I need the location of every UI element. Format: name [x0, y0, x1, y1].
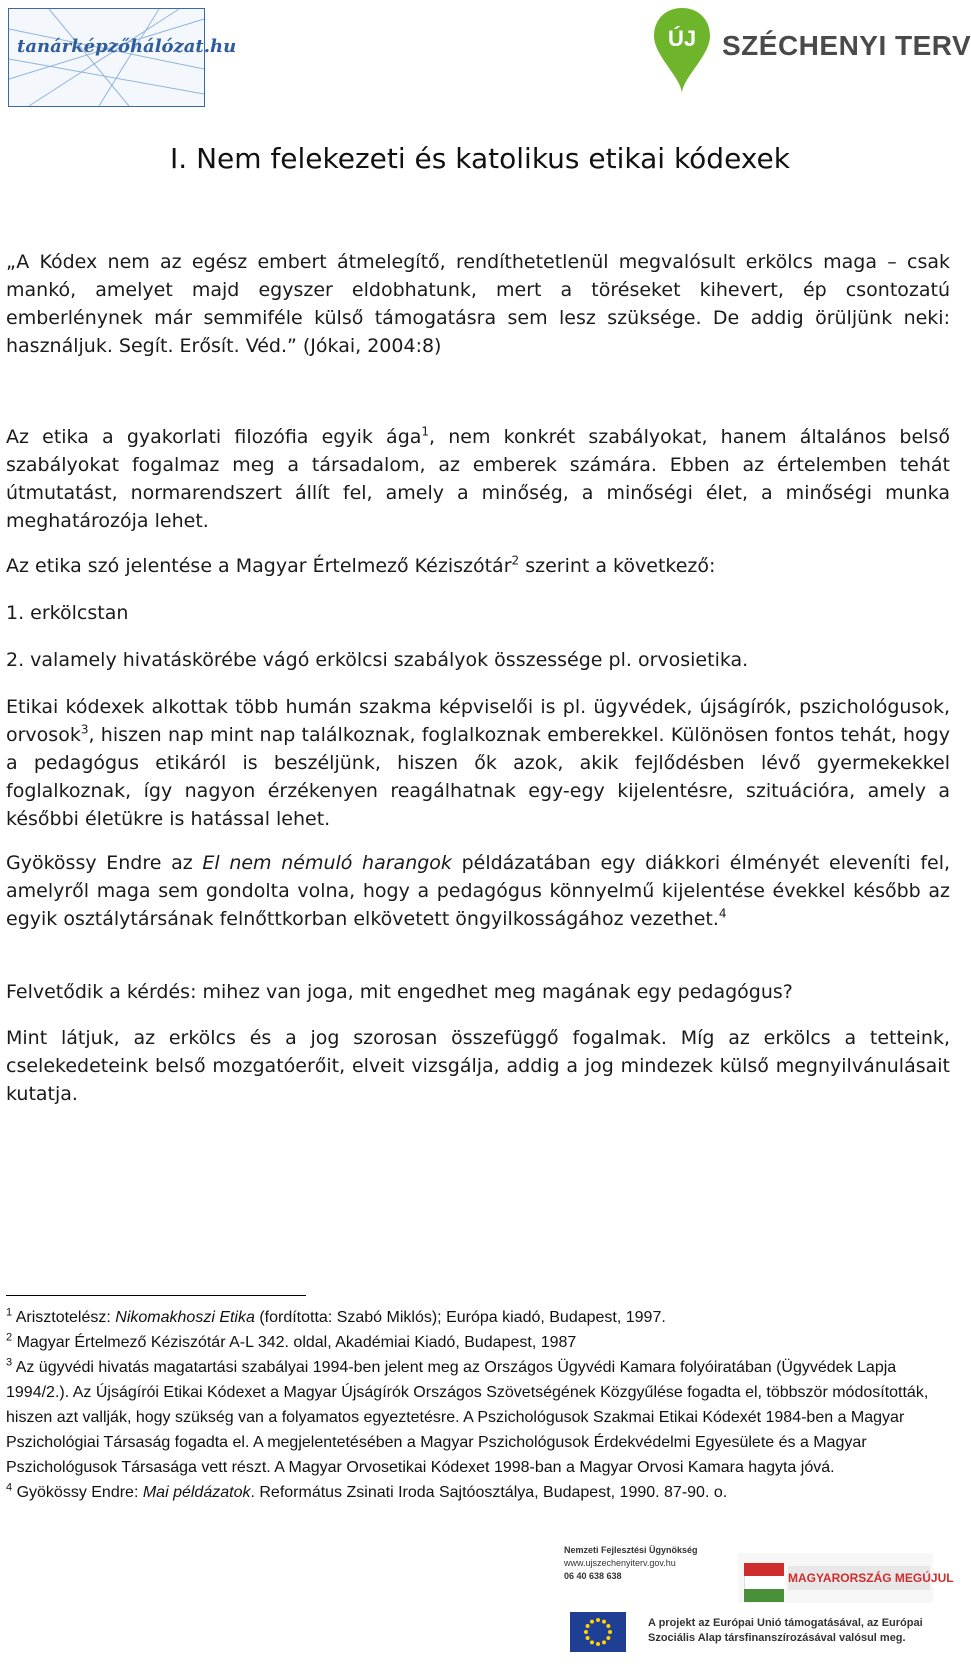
agency-phone: 06 40 638 638	[564, 1571, 622, 1581]
szechenyi-terv-logo	[650, 6, 971, 102]
agency-name: Nemzeti Fejlesztési Ügynökség	[564, 1545, 698, 1555]
footnote-book-title: Nikomakhoszi Etika	[115, 1309, 255, 1326]
footnote-1	[6, 1305, 950, 1330]
footnote-text: Arisztotelész:	[12, 1309, 116, 1326]
pin-label: ÚJ	[667, 26, 697, 51]
agency-logo	[564, 1545, 712, 1609]
paragraph-kodexek	[6, 693, 950, 833]
flag-green-stripe	[744, 1589, 784, 1602]
right-logo-text: SZÉCHENYI TERV	[722, 30, 971, 61]
footnote-3	[6, 1355, 950, 1480]
paragraph-question: Felvetődik a kérdés: mihez van joga, mit engedhet meg magának egy pedagógus?	[6, 981, 793, 1003]
badge-text: MAGYARORSZÁG MEGÚJUL	[788, 1566, 930, 1590]
left-logo-text: tanárképzőhálózat.hu	[17, 36, 237, 57]
footnote-4	[6, 1480, 950, 1505]
footnotes	[6, 1305, 950, 1505]
footnote-text: Magyar Értelmező Kéziszótár A-L 342. oldal, Akadémiai Kiadó, Budapest, 1987	[12, 1334, 577, 1351]
flag-red-stripe	[744, 1563, 784, 1576]
footnote-number: 3	[6, 1356, 13, 1369]
logo-grid-lines-icon	[9, 9, 237, 106]
footnote-ref-2: 2	[511, 553, 520, 568]
p3-text-b: , hiszen nap mint nap találkoznak, foglalkoznak emberekkel. Különösen fontos tehát, hogy a pedagógus etikáról is beszéljünk, hiszen ők azok, akik fejlődésben lévő gyermekekkel foglalkoznak, így nagyon érzékenyen reagálhatnak egy-egy kijelentésre, szituációra, amely a későbbi életükre is hatással lehet.	[6, 724, 950, 830]
p2-text-a: Az etika szó jelentése a Magyar Értelmező Kéziszótár	[6, 555, 512, 577]
opening-quote	[6, 248, 950, 360]
eu-funding-text: A projekt az Európai Unió támogatásával, az Európai Szociális Alap társfinanszírozásával valósul meg.	[648, 1617, 923, 1644]
footnote-ref-1: 1	[421, 424, 430, 439]
footnote-text: . Református Zsinati Iroda Sajtóosztálya, Budapest, 1990. 87-90. o.	[250, 1484, 728, 1501]
paragraph-erkolcs-jog: Mint látjuk, az erkölcs és a jog szorosan összefüggő fogalmak. Míg az erkölcs a tetteink, cselekedeteink belső mozgatóerőit, elveit vizsgálja, addig a jog mindezek külső megnyilvánulásait kutatja.	[6, 1027, 950, 1105]
footnote-text: Az ügyvédi hivatás magatartási szabályai 1994-ben jelent meg az Országos Ügyvédi Kamara folyóiratában (Ügyvédek Lapja 1994/2.). Az Újságírói Etikai Kódexet a Magyar Újságírók Országos Szövetségének Közgyűlése fogadta el, többször módosították, hiszen azt vallják, hogy szükség van a folyamatos egyeztetésre. A Pszichológusok Szakmai Etikai Kódexét 1984-ben a Magyar Pszichológiai Társaság fogadta el. A megjelentetésében a Magyar Pszichológusok Érdekvédelmi Egyesülete és a Magyar Pszichológusok Társasága vett részt. A Magyar Orvosetikai Kódexet 1998-ban a Magyar Orvosi Kamara hagyta jóvá.	[6, 1359, 929, 1476]
paragraph-gyokossy	[6, 849, 950, 933]
footnote-ref-3: 3	[80, 722, 89, 737]
p4-text-a: Gyökössy Endre az	[6, 852, 203, 874]
p2-text-b: szerint a következő:	[519, 555, 716, 577]
agency-url: www.ujszechenyiterv.gov.hu	[564, 1558, 676, 1568]
p4-text-b: példázatában egy diákkori élményét eleveníti fel, amelyről maga sem gondolta volna, hogy a pedagógus könnyelmű kijelentése évekkel később az egyik osztálytársának felnőttkorban elkövetett öngyilkosságához vezethet.	[6, 852, 951, 930]
list-item: 1. erkölcstan	[6, 602, 129, 624]
footnote-text: Gyökössy Endre:	[12, 1484, 143, 1501]
eu-flag-icon	[570, 1612, 626, 1652]
page-title: I. Nem felekezeti és katolikus etikai kódexek	[170, 142, 790, 175]
footnote-book-title: Mai példázatok	[142, 1484, 251, 1501]
p4-book-title: El nem némuló harangok	[202, 852, 452, 874]
p1-text-a: Az etika a gyakorlati filozófia egyik ága	[6, 426, 422, 448]
footnote-number: 1	[6, 1306, 13, 1319]
quote-citation: (Jókai, 2004:8)	[296, 335, 442, 357]
flag-white-stripe	[744, 1576, 785, 1589]
footnote-number: 4	[6, 1481, 13, 1494]
paragraph-kesziszotar	[6, 552, 950, 580]
quote-text: „A Kódex nem az egész embert átmelegítő, rendíthetetlenül megvalósult erkölcs maga – csak mankó, amelyet majd egyszer eldobhatunk, mert a töréseket kihevert, ép csontozatú emberlénynek már semmiféle külső támogatásra sem lesz szüksége. De addig örüljünk neki: használjuk. Segít. Erősít. Véd.”	[6, 251, 950, 357]
footnote-divider	[6, 1295, 306, 1296]
p3-text-a: Etikai kódexek alkottak több humán szakma képviselői is pl. ügyvédek, újságírók, pszichológusok, orvosok	[6, 696, 950, 746]
p1-text-b: , nem konkrét szabályokat, hanem általános belső szabályokat fogalmaz meg a társadalom, az emberek számára. Ebben az értelemben tehát útmutatást, normarendszert állít fel, amely a minőség, a minőségi élet, a minőségi munka meghatározója lehet.	[6, 426, 950, 532]
footnote-ref-4: 4	[718, 906, 727, 921]
tanarkepzohalozat-logo	[8, 8, 237, 107]
eu-stars-icon	[570, 1612, 626, 1652]
list-item: 2. valamely hivatáskörébe vágó erkölcsi szabályok összessége pl. orvosietika.	[6, 649, 749, 671]
paragraph-etika-definition	[6, 423, 950, 535]
magyarorszag-megujul-badge	[738, 1553, 954, 1603]
footnote-text: (fordította: Szabó Miklós); Európa kiadó, Budapest, 1997.	[254, 1309, 666, 1326]
footnote-number: 2	[6, 1331, 13, 1344]
map-pin-icon	[650, 6, 714, 96]
footnote-2	[6, 1330, 950, 1355]
